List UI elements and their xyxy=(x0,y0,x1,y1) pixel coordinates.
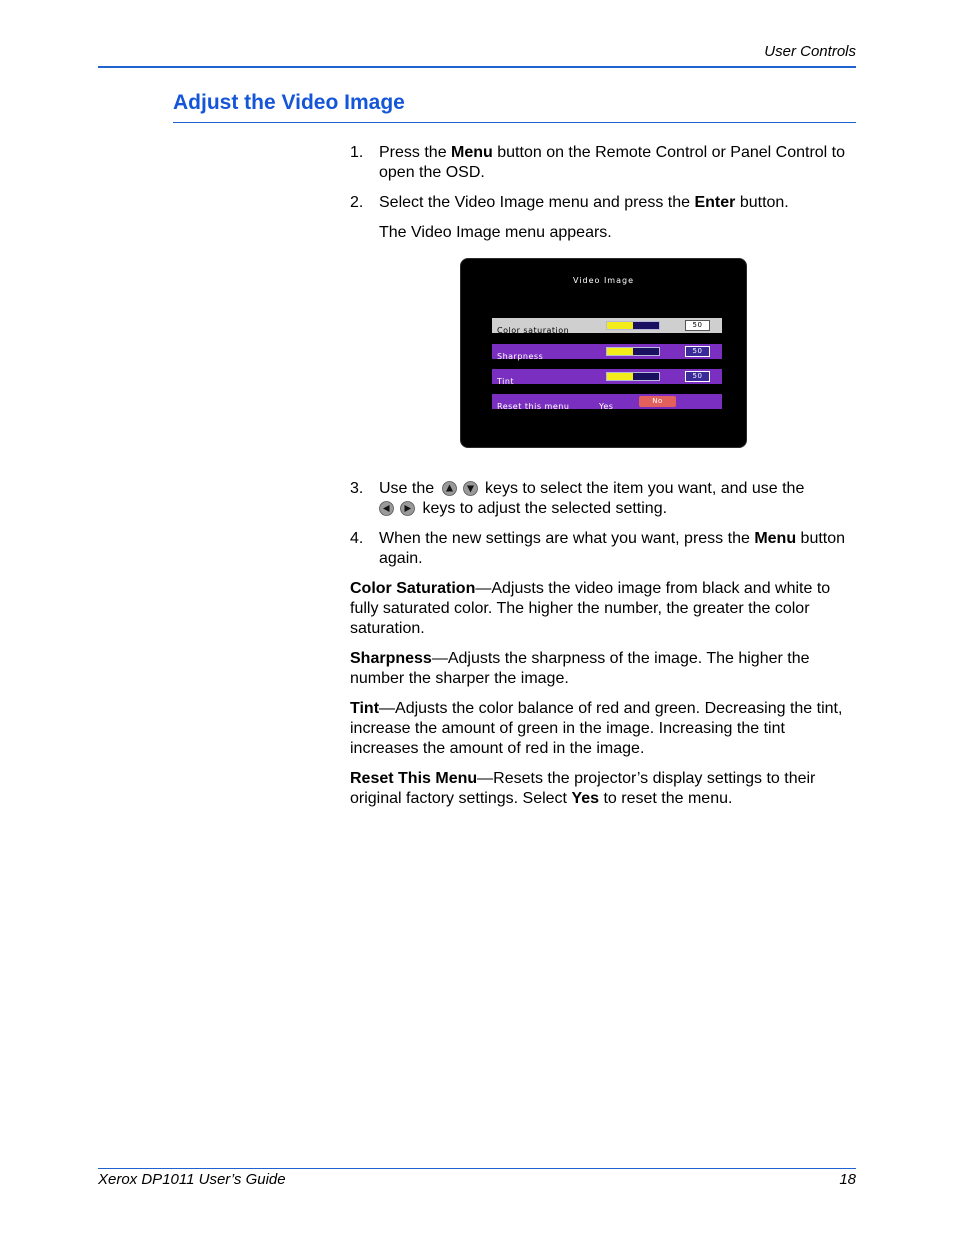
desc-text: —Adjusts the video image from black and white to fully saturated color. The higher the number, the greater the color saturation. xyxy=(350,580,831,637)
step-text: button. xyxy=(735,194,789,211)
step-number: 3. xyxy=(350,480,364,497)
osd-yes-option: Yes xyxy=(599,402,614,411)
step-text: button on the Remote Control or Panel Control to open the OSD. xyxy=(379,144,846,181)
step-number: 1. xyxy=(350,144,364,161)
running-header: User Controls xyxy=(764,43,856,60)
osd-value: 50 xyxy=(685,320,710,331)
osd-figure xyxy=(350,243,855,479)
osd-value: 50 xyxy=(685,346,710,357)
desc-term: Tint xyxy=(350,700,380,717)
section-title: Adjust the Video Image xyxy=(173,91,405,114)
step-bold: Menu xyxy=(451,144,493,161)
osd-row-label: Tint xyxy=(497,377,515,386)
desc-sharpness xyxy=(350,649,855,689)
step-2 xyxy=(350,193,855,213)
page-number: 18 xyxy=(839,1171,856,1188)
step-4 xyxy=(350,529,855,569)
osd-slider-fill xyxy=(607,373,633,380)
desc-term: Reset This Menu xyxy=(350,770,478,787)
osd-no-option: No xyxy=(639,396,676,407)
step-1 xyxy=(350,143,855,183)
desc-color-saturation xyxy=(350,579,855,639)
step-3 xyxy=(350,479,855,519)
osd-row-label: Reset this menu xyxy=(497,402,570,411)
left-arrow-key-icon xyxy=(379,501,394,516)
osd-value: 50 xyxy=(685,371,710,382)
desc-term: Sharpness xyxy=(350,650,432,667)
step-text: When the new settings are what you want, press the xyxy=(379,530,755,547)
step-number: 2. xyxy=(350,194,364,211)
step-text: button again. xyxy=(379,530,846,567)
osd-row-label: Sharpness xyxy=(497,352,544,361)
desc-tint xyxy=(350,699,855,759)
content-column xyxy=(350,143,855,819)
desc-bold: Yes xyxy=(571,790,600,807)
osd-row-tint xyxy=(492,369,722,384)
footer-title: Xerox DP1011 User’s Guide xyxy=(98,1171,286,1188)
osd-slider xyxy=(606,347,660,356)
step-bold: Menu xyxy=(754,530,797,547)
step-text: keys to adjust the selected setting. xyxy=(422,500,668,517)
footer-rule xyxy=(98,1168,856,1169)
osd-slider-fill xyxy=(607,322,633,329)
osd-slider-fill xyxy=(607,348,633,355)
right-arrow-key-icon xyxy=(400,501,415,516)
desc-text: —Adjusts the sharpness of the image. The higher the number the sharper the image. xyxy=(350,650,810,687)
osd-slider xyxy=(606,321,660,330)
step-text: Select the Video Image menu and press the xyxy=(379,194,695,211)
desc-text: —Resets the projector’s display settings to their original factory settings. Select xyxy=(350,770,816,807)
desc-text: to reset the menu. xyxy=(599,790,733,807)
step-bold: Enter xyxy=(694,194,736,211)
osd-title: Video Image xyxy=(572,276,634,285)
step-2-note: The Video Image menu appears. xyxy=(379,224,612,241)
section-rule xyxy=(173,122,856,123)
up-arrow-key-icon xyxy=(442,481,457,496)
header-rule xyxy=(98,66,856,68)
step-text: Press the xyxy=(379,144,452,161)
down-arrow-key-icon xyxy=(463,481,478,496)
osd-row-sharpness xyxy=(492,344,722,359)
osd-menu-screenshot xyxy=(460,258,747,448)
desc-text: —Adjusts the color balance of red and green. Decreasing the tint, increase the amount of green in the image. Increasing the tint increases the amount of red in the image. xyxy=(350,700,843,757)
osd-row-label: Color saturation xyxy=(497,326,570,335)
desc-reset xyxy=(350,769,855,809)
osd-row-reset xyxy=(492,394,722,409)
step-text: Use the xyxy=(379,480,435,497)
step-number: 4. xyxy=(350,530,364,547)
desc-term: Color Saturation xyxy=(350,580,476,597)
osd-slider xyxy=(606,372,660,381)
osd-row-color-saturation xyxy=(492,318,722,333)
step-text: keys to select the item you want, and use the xyxy=(485,480,805,497)
